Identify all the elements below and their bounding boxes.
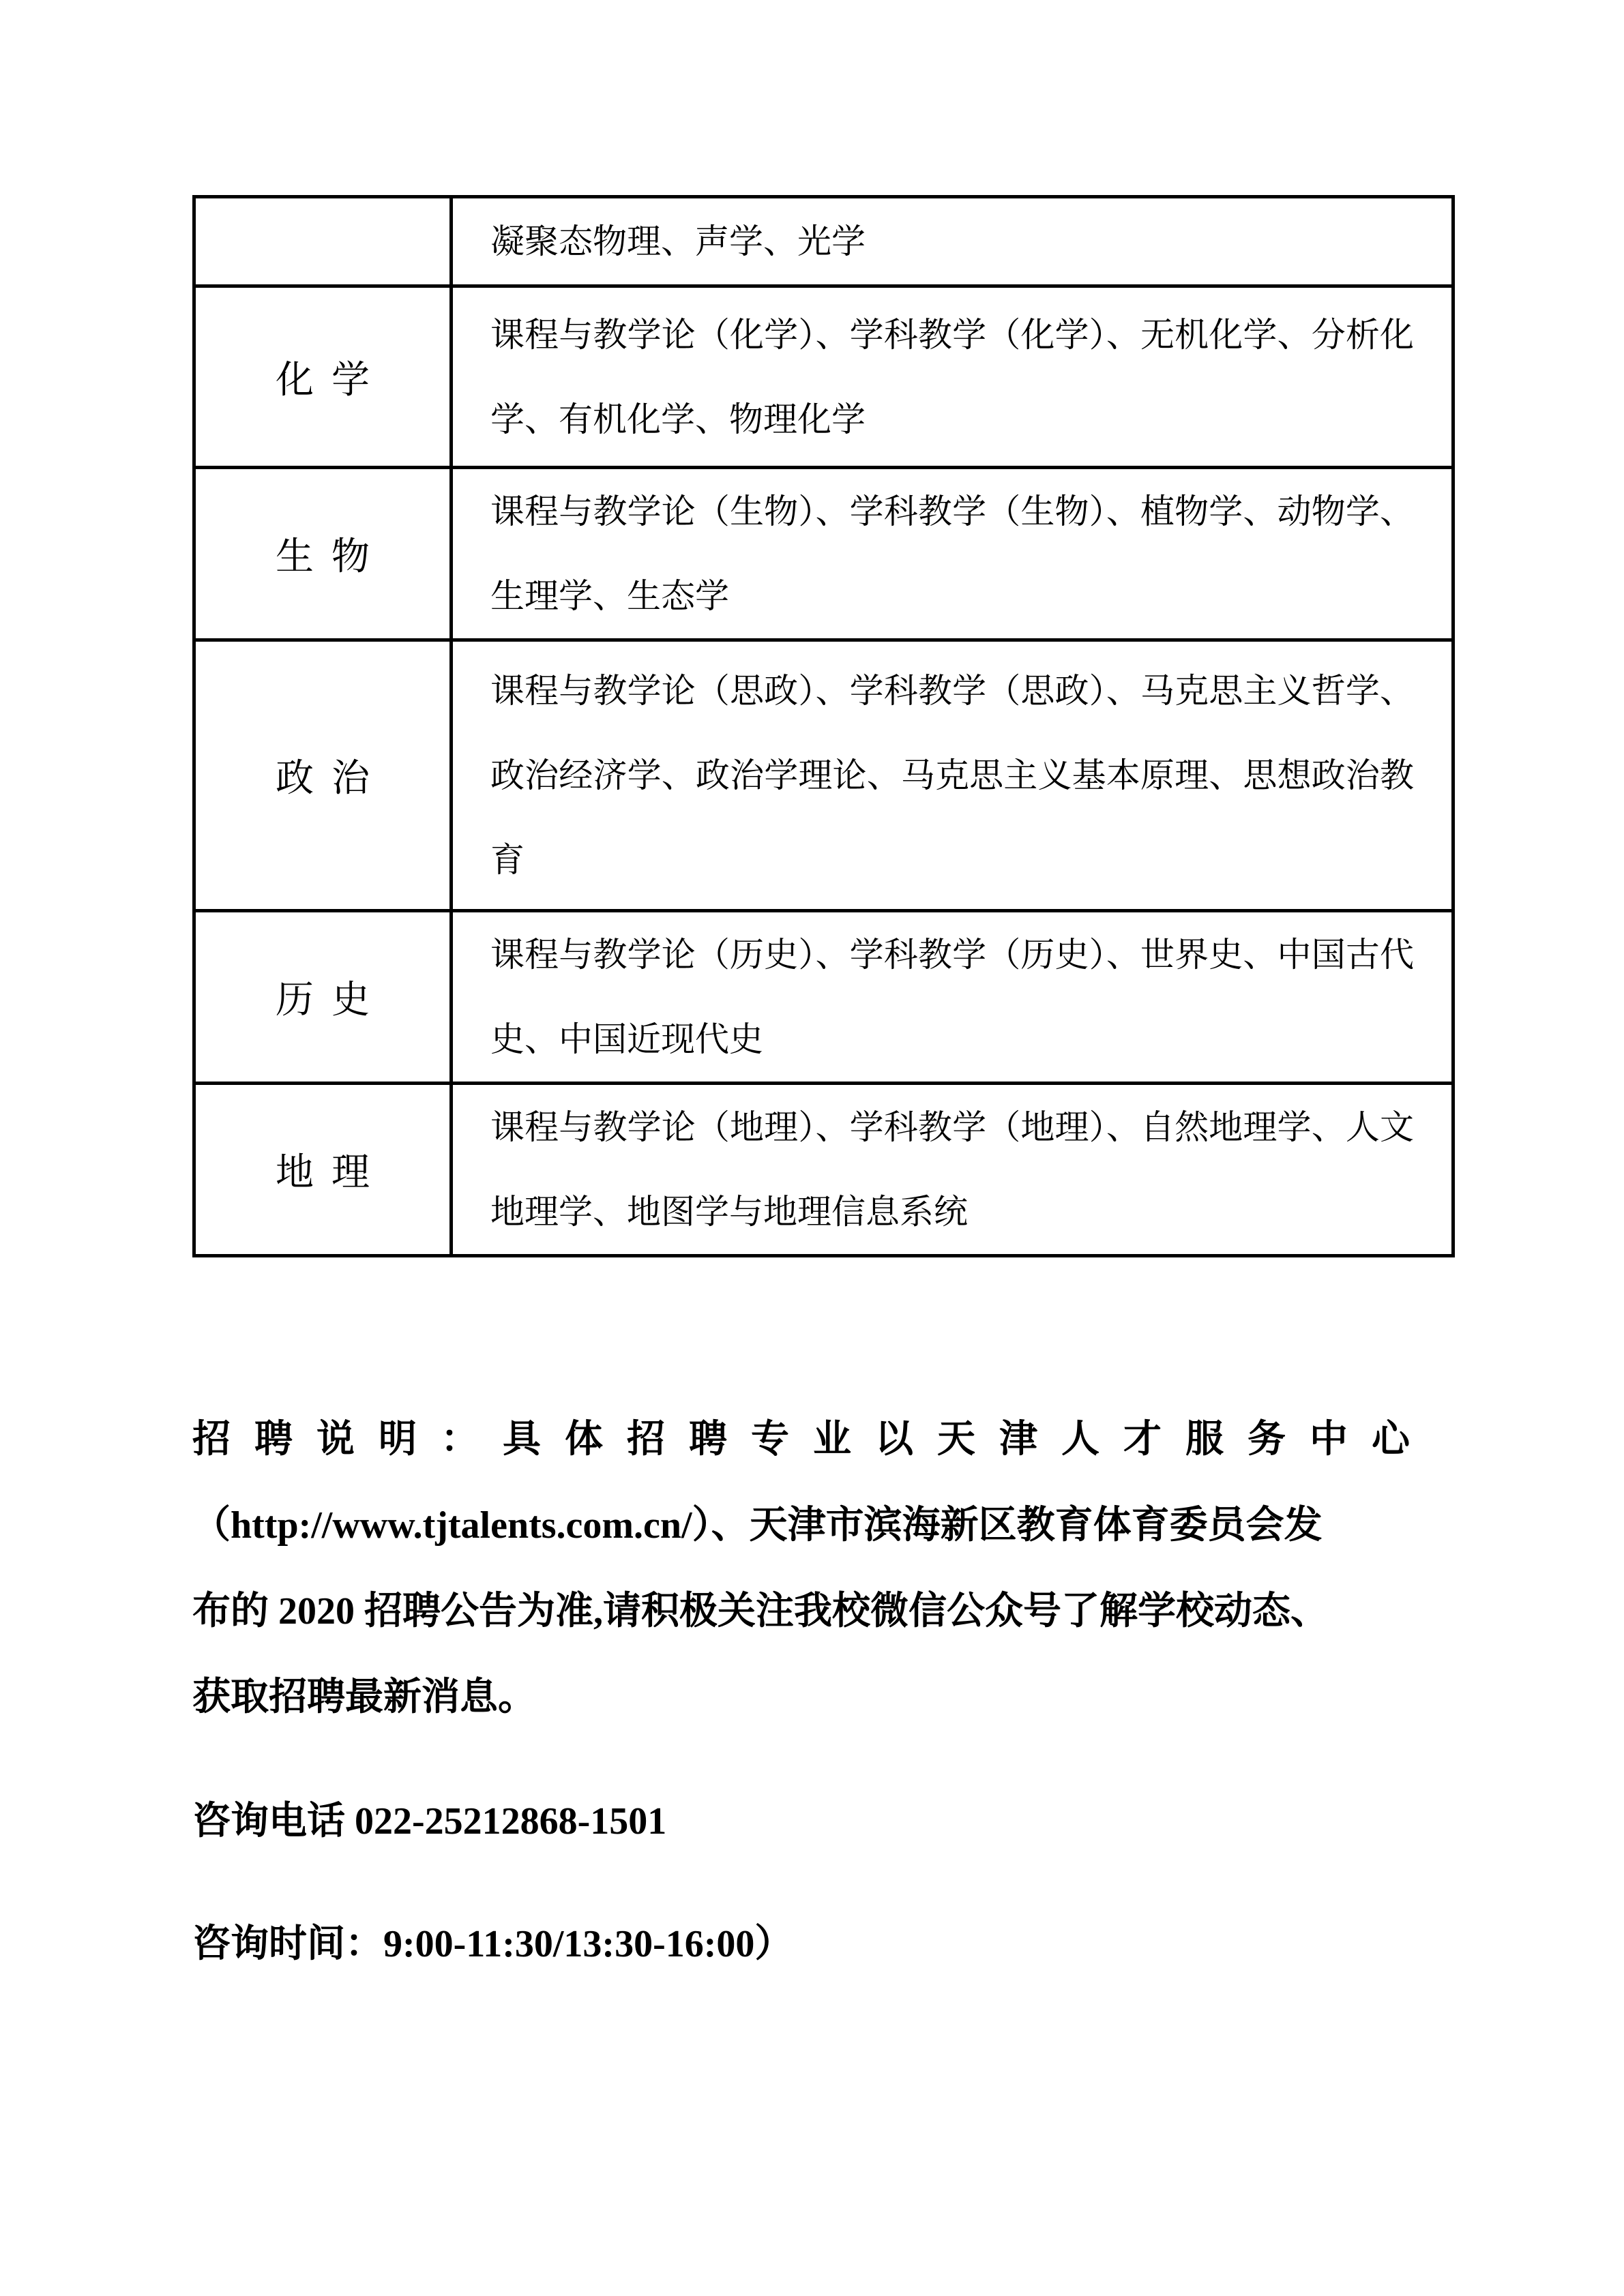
table-row	[194, 468, 1453, 640]
note-line-3: 布的 2020 招聘公告为准,请积极关注我校微信公众号了解学校动态、	[192, 1590, 1329, 1632]
note-line-1: 招聘说明：具体招聘专业以天津人才服务中心	[192, 1418, 1434, 1461]
subject-cell	[194, 197, 452, 286]
subject-cell-history: 历史	[194, 911, 452, 1084]
table-row	[194, 1084, 1453, 1256]
majors-cell-geography: 课程与教学论（地理）、学科教学（地理）、自然地理学、人文地理学、地图学与地理信息系统	[452, 1084, 1453, 1256]
majors-cell: 凝聚态物理、声学、光学	[452, 197, 1453, 286]
table-row	[194, 640, 1453, 911]
notes-section	[192, 1397, 1462, 1987]
table-row	[194, 911, 1453, 1084]
subjects-majors-table	[192, 195, 1455, 1257]
subject-cell-biology: 生物	[194, 468, 452, 640]
subject-cell-politics: 政治	[194, 640, 452, 911]
note-line-4: 获取招聘最新消息。	[192, 1676, 536, 1718]
table-row	[194, 286, 1453, 468]
majors-cell-biology: 课程与教学论（生物）、学科教学（生物）、植物学、动物学、生理学、生态学	[452, 468, 1453, 640]
majors-cell-politics: 课程与教学论（思政）、学科教学（思政）、马克思主义哲学、政治经济学、政治学理论、马克思主义基本原理、思想政治教育	[452, 640, 1453, 911]
phone-line: 咨询电话 022-25212868-1501	[192, 1800, 667, 1843]
majors-cell-history: 课程与教学论（历史）、学科教学（历史）、世界史、中国古代史、中国近现代史	[452, 911, 1453, 1084]
subject-cell-chemistry: 化学	[194, 286, 452, 468]
time-line: 咨询时间：9:00-11:30/13:30-16:00）	[192, 1923, 793, 1965]
majors-cell-chemistry: 课程与教学论（化学）、学科教学（化学）、无机化学、分析化学、有机化学、物理化学	[452, 286, 1453, 468]
table-row	[194, 197, 1453, 286]
subject-cell-geography: 地理	[194, 1084, 452, 1256]
recruitment-note-paragraph	[192, 1397, 1462, 1740]
note-line-2: （http://www.tjtalents.com.cn/）、天津市滨海新区教育体育委员会发	[192, 1504, 1323, 1547]
